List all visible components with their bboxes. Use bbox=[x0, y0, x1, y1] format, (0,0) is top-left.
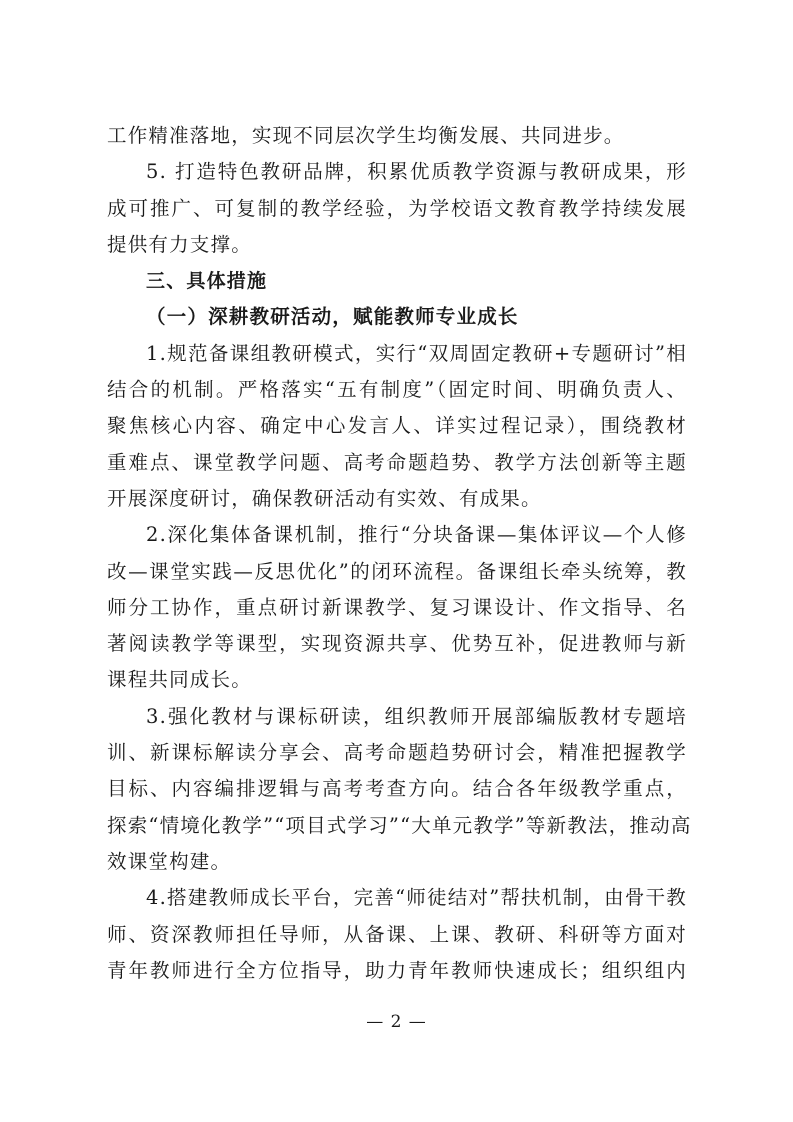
text-line: 工作精准落地，实现不同层次学生均衡发展、共同进步。 bbox=[107, 124, 625, 147]
text-line: 1.规范备课组教研模式，实行“双周固定教研+专题研讨”相 bbox=[146, 341, 687, 365]
text-line: 5. 打造特色教研品牌，积累优质教学资源与教研成果，形 bbox=[146, 160, 687, 184]
text-line: 训、新课标解读分享会、高考命题趋势研讨会，精准把握教学 bbox=[107, 741, 687, 765]
text-line: 课程共同成长。 bbox=[107, 668, 252, 692]
text-line: 成可推广、可复制的教学经验，为学校语文教育教学持续发展 bbox=[107, 196, 687, 220]
text-line: 著阅读教学等课型，实现资源共享、优势互补，促进教师与新 bbox=[107, 632, 687, 656]
text-line: 提供有力支撑。 bbox=[107, 232, 252, 256]
document-body bbox=[107, 118, 692, 989]
text-line: 青年教师进行全方位指导，助力青年教师快速成长；组织组内 bbox=[107, 958, 687, 982]
text-line: 4.搭建教师成长平台，完善“师徒结对”帮扶机制，由骨干教 bbox=[146, 886, 687, 910]
text-line: 开展深度研讨，确保教研活动有实效、有成果。 bbox=[107, 486, 542, 510]
text-line: 探索“情境化教学”“项目式学习”“大单元教学”等新教法，推动高 bbox=[107, 813, 692, 837]
text-line: 2.深化集体备课机制，推行“分块备课—集体评议—个人修 bbox=[146, 523, 687, 547]
text-line: 重难点、课堂教学问题、高考命题趋势、教学方法创新等主题 bbox=[107, 450, 687, 474]
text-line: 师分工协作，重点研讨新课教学、复习课设计、作文指导、名 bbox=[107, 595, 687, 619]
text-line: 3.强化教材与课标研读，组织教师开展部编版教材专题培 bbox=[146, 704, 687, 728]
text-line: 改—课堂实践—反思优化”的闭环流程。备课组长牵头统筹，教 bbox=[107, 559, 687, 583]
text-line: 师、资深教师担任导师，从备课、上课、教研、科研等方面对 bbox=[107, 922, 687, 946]
text-line: 结合的机制。严格落实“五有制度”（固定时间、明确负责人、 bbox=[107, 378, 687, 402]
page-number: — 2 — bbox=[366, 1012, 427, 1032]
subsection-heading: （一）深耕教研活动，赋能教师专业成长 bbox=[146, 305, 519, 329]
section-heading: 三、具体措施 bbox=[146, 270, 268, 293]
text-line: 目标、内容编排逻辑与高考考查方向。结合各年级教学重点， bbox=[107, 777, 687, 801]
text-line: 聚焦核心内容、确定中心发言人、详实过程记录），围绕教材 bbox=[107, 414, 687, 438]
text-line: 效课堂构建。 bbox=[107, 849, 232, 873]
